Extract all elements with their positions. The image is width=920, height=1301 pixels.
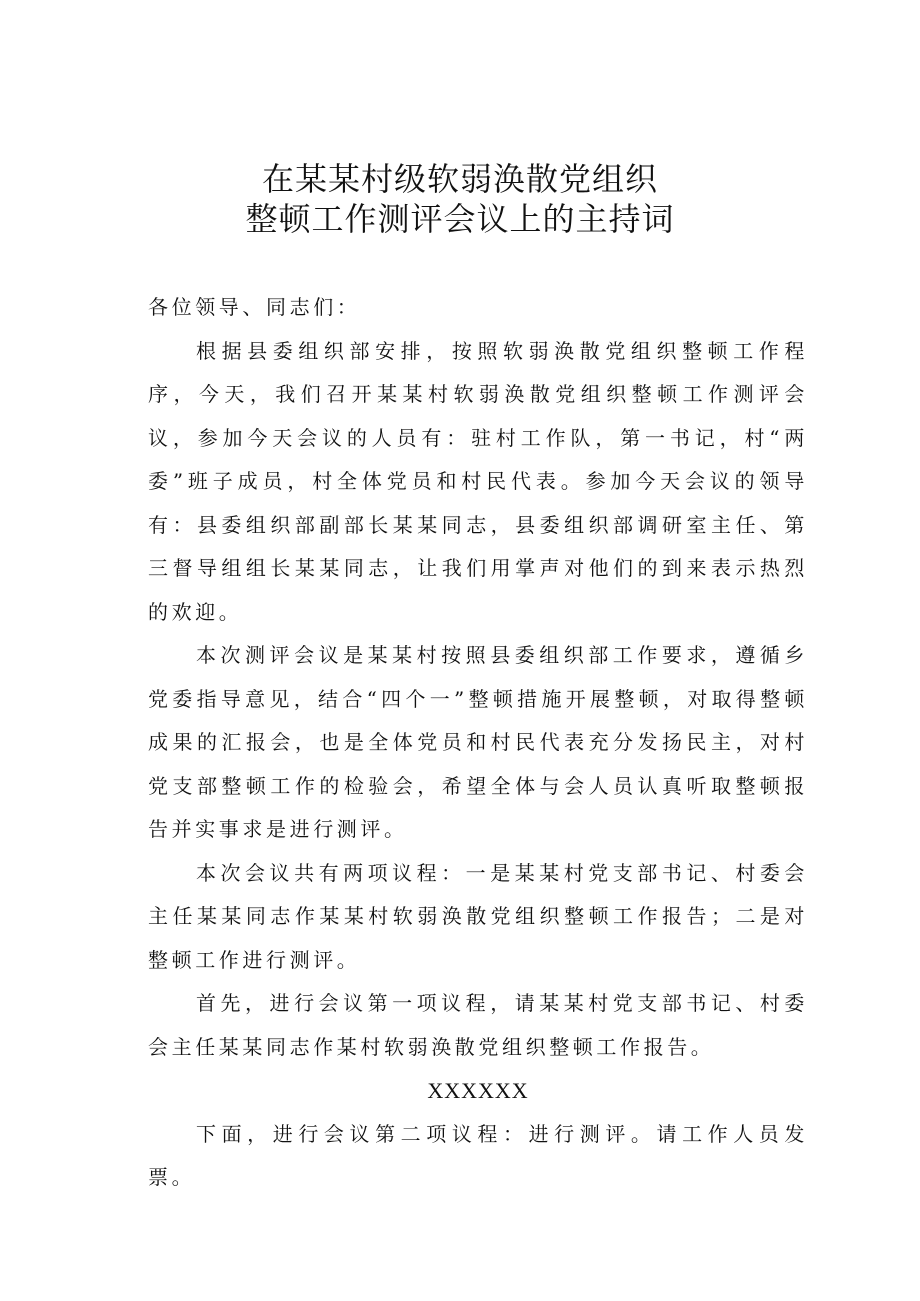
paragraph-3: 本次会议共有两项议程：一是某某村党支部书记、村委会主任某某同志作某某村软弱涣散党组织整顿工作报告；二是对整顿工作进行测评。 xyxy=(148,860,808,972)
paragraph-4: 首先，进行会议第一项议程，请某某村党支部书记、村委会主任某某同志作某村软弱涣散党组织整顿工作报告。 xyxy=(148,991,808,1059)
paragraph-2: 本次测评会议是某某村按照县委组织部工作要求，遵循乡党委指导意见，结合“四个一”整顿措施开展整顿，对取得整顿成果的汇报会，也是全体党员和村民代表充分发扬民主，对村党支部整顿工作的检验会，希望全体与会人员认真听取整顿报告并实事求是进行测评。 xyxy=(148,643,808,841)
paragraph-1: 根据县委组织部安排，按照软弱涣散党组织整顿工作程序，今天，我们召开某某村软弱涣散党组织整顿工作测评会议，参加今天会议的人员有：驻村工作队，第一书记，村“两委”班子成员，村全体党员和村民代表。参加今天会议的领导有：县委组织部副部长某某同志，县委组织部调研室主任、第三督导组组长某某同志，让我们用掌声对他们的到来表示热烈的欢迎。 xyxy=(148,338,808,624)
salutation: 各位领导、同志们： xyxy=(148,295,361,319)
closing-paragraph: 下面，进行会议第二项议程：进行测评。请工作人员发票。 xyxy=(148,1121,808,1189)
document-title-line-2: 整顿工作测评会议上的主持词 xyxy=(245,200,675,238)
document-body xyxy=(148,286,808,1200)
placeholder-mark: XXXXXX xyxy=(427,1078,529,1103)
document-title-line-1: 在某某村级软弱涣散党组织 xyxy=(261,160,658,198)
